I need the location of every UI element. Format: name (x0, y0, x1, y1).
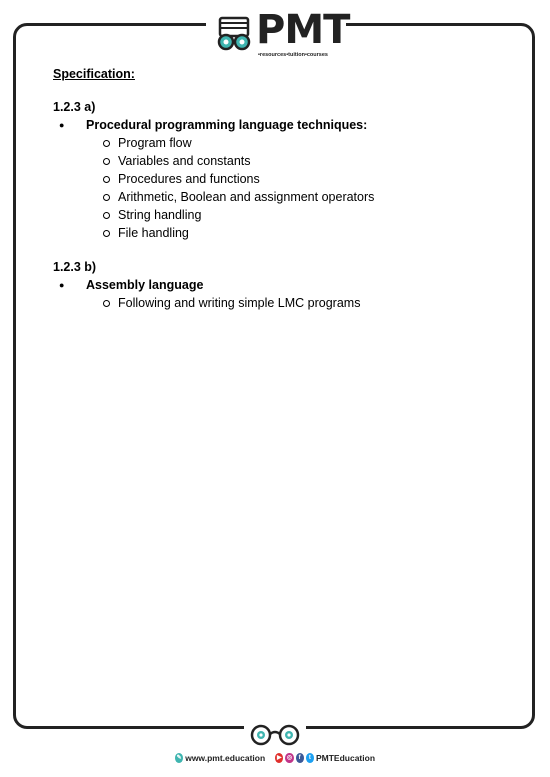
list-item: Variables and constants (118, 152, 513, 170)
list-item: File handling (118, 224, 513, 242)
document-content (53, 66, 513, 312)
specification-title: Specification: (53, 67, 135, 81)
website-link[interactable]: www.pmt.education (185, 753, 266, 763)
bullet-topic: ● Assembly language (53, 276, 513, 294)
facebook-icon[interactable]: f (296, 753, 304, 763)
section-heading: 1.2.3 a) (53, 100, 96, 114)
pmt-logo (206, 6, 350, 66)
glasses-icon (244, 722, 306, 748)
logo-text: PMT (256, 7, 350, 53)
twitter-icon[interactable]: t (306, 753, 314, 763)
list-item: String handling (118, 206, 513, 224)
footer (175, 750, 375, 766)
logo-tagline: •resources•tuition•courses (258, 52, 328, 58)
youtube-icon[interactable]: ▶ (276, 755, 282, 761)
list-item: Procedures and functions (118, 170, 513, 188)
book-glasses-icon (214, 16, 254, 56)
section-heading: 1.2.3 b) (53, 260, 97, 274)
pmt-link-icon: ✎ (176, 755, 182, 761)
subtopic-list (53, 294, 513, 312)
section-1-2-3-a (53, 99, 513, 242)
subtopic-list (53, 134, 513, 242)
list-item: Program flow (118, 134, 513, 152)
list-item: Arithmetic, Boolean and assignment operators (118, 188, 513, 206)
section-1-2-3-b (53, 259, 513, 312)
social-handle[interactable]: PMTEducation (315, 753, 376, 763)
list-item: Following and writing simple LMC programs (118, 294, 513, 312)
instagram-icon[interactable]: ◎ (286, 755, 293, 761)
bullet-topic: ● Procedural programming language techniques: (53, 116, 513, 134)
